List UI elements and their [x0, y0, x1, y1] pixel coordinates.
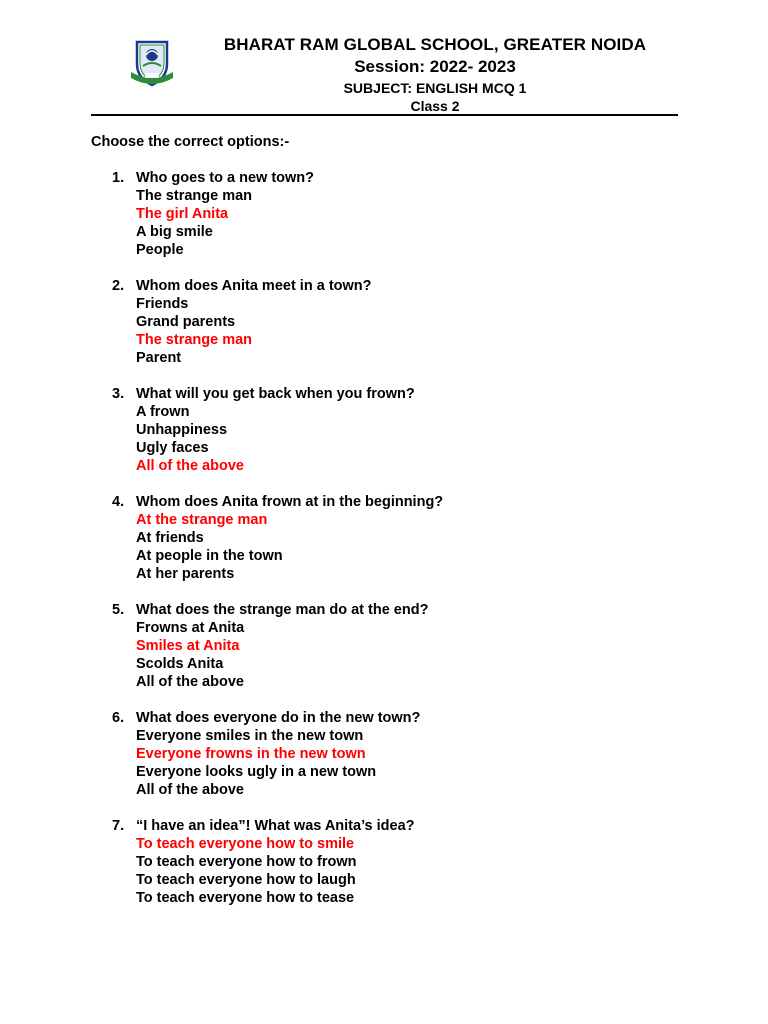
question-item	[0, 169, 768, 259]
option-list	[136, 511, 768, 583]
answer-option: Unhappiness	[136, 422, 228, 438]
class-level: Class 2	[410, 98, 460, 114]
option-list	[136, 187, 768, 259]
question-list	[0, 169, 768, 925]
question-item	[0, 601, 768, 691]
answer-option: Everyone looks ugly in a new town	[136, 764, 377, 780]
document-header	[180, 34, 690, 115]
correct-answer-option: The strange man	[136, 332, 253, 348]
question-number: 3.	[112, 386, 125, 402]
answer-option: Scolds Anita	[136, 656, 224, 672]
question-item	[0, 277, 768, 367]
question-number: 5.	[112, 602, 125, 618]
question-number: 6.	[112, 710, 125, 726]
question-item	[0, 709, 768, 799]
answer-option: To teach everyone how to laugh	[136, 872, 356, 888]
correct-answer-option: Everyone frowns in the new town	[136, 746, 366, 762]
option-list	[136, 835, 768, 907]
question-text: Whom does Anita frown at in the beginning?	[136, 494, 444, 510]
question-number: 2.	[112, 278, 125, 294]
correct-answer-option: To teach everyone how to smile	[136, 836, 355, 852]
answer-option: To teach everyone how to tease	[136, 890, 355, 906]
question-text: “I have an idea”! What was Anita’s idea?	[136, 818, 415, 834]
session-year: Session: 2022- 2023	[354, 57, 516, 76]
answer-option: To teach everyone how to frown	[136, 854, 357, 870]
instructions-text: Choose the correct options:-	[91, 134, 290, 150]
question-text: Who goes to a new town?	[136, 170, 315, 186]
question-number: 4.	[112, 494, 125, 510]
answer-option: Parent	[136, 350, 182, 366]
answer-option: Friends	[136, 296, 189, 312]
answer-option: Frowns at Anita	[136, 620, 245, 636]
option-list	[136, 727, 768, 799]
question-item	[0, 385, 768, 475]
correct-answer-option: At the strange man	[136, 512, 268, 528]
question-text: Whom does Anita meet in a town?	[136, 278, 372, 294]
question-item	[0, 493, 768, 583]
question-number: 7.	[112, 818, 125, 834]
answer-option: A big smile	[136, 224, 213, 240]
answer-option: People	[136, 242, 184, 258]
answer-option: At people in the town	[136, 548, 283, 564]
question-text: What will you get back when you frown?	[136, 386, 415, 402]
header-divider	[91, 114, 678, 116]
school-crest-icon	[127, 38, 177, 88]
answer-option: A frown	[136, 404, 190, 420]
question-text: What does the strange man do at the end?	[136, 602, 429, 618]
school-name: BHARAT RAM GLOBAL SCHOOL, GREATER NOIDA	[223, 35, 647, 54]
answer-option: Everyone smiles in the new town	[136, 728, 364, 744]
answer-option: Ugly faces	[136, 440, 209, 456]
option-list	[136, 403, 768, 475]
correct-answer-option: Smiles at Anita	[136, 638, 240, 654]
answer-option: At her parents	[136, 566, 235, 582]
answer-option: All of the above	[136, 782, 244, 798]
answer-option: The strange man	[136, 188, 253, 204]
subject-title: SUBJECT: ENGLISH MCQ 1	[343, 80, 527, 96]
question-item	[0, 817, 768, 907]
option-list	[136, 619, 768, 691]
question-number: 1.	[112, 170, 125, 186]
answer-option: Grand parents	[136, 314, 236, 330]
answer-option: All of the above	[136, 674, 244, 690]
answer-option: At friends	[136, 530, 204, 546]
correct-answer-option: The girl Anita	[136, 206, 229, 222]
correct-answer-option: All of the above	[136, 458, 244, 474]
option-list	[136, 295, 768, 367]
question-text: What does everyone do in the new town?	[136, 710, 421, 726]
